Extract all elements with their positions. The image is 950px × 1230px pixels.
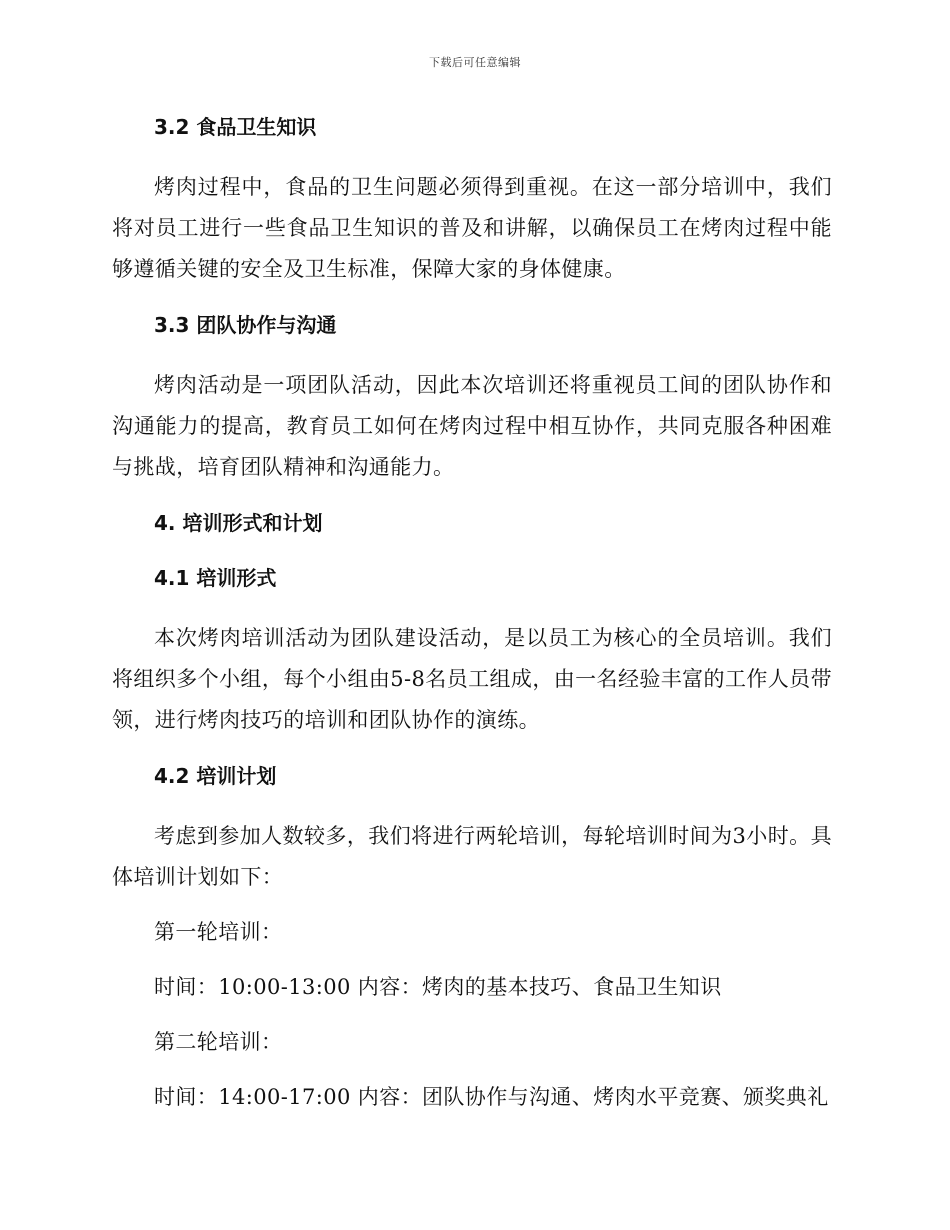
section-heading-3-3: 3.3 团队协作与沟通	[154, 313, 337, 337]
section-paragraph-4-2: 考虑到参加人数较多，我们将进行两轮培训，每轮培训时间为3小时。具体培训计划如下：	[112, 824, 832, 889]
section-heading-4: 4. 培训形式和计划	[154, 511, 323, 535]
document-body	[112, 112, 832, 1132]
section-heading-4-2: 4.2 培训计划	[154, 764, 277, 788]
section-heading-4-1: 4.1 培训形式	[154, 566, 277, 590]
round-2-detail: 时间：14:00-17:00 内容：团队协作与沟通、烤肉水平竞赛、颁奖典礼	[154, 1085, 829, 1109]
section-paragraph-4-1: 本次烤肉培训活动为团队建设活动，是以员工为核心的全员培训。我们将组织多个小组，每个小组由5-8名员工组成，由一名经验丰富的工作人员带领，进行烤肉技巧的培训和团队协作的演练。	[112, 626, 832, 732]
round-1-label: 第一轮培训：	[154, 920, 283, 944]
section-paragraph-3-3: 烤肉活动是一项团队活动，因此本次培训还将重视员工间的团队协作和沟通能力的提高，教育员工如何在烤肉过程中相互协作，共同克服各种困难与挑战，培育团队精神和沟通能力。	[112, 373, 832, 479]
section-paragraph-3-2: 烤肉过程中，食品的卫生问题必须得到重视。在这一部分培训中，我们将对员工进行一些食品卫生知识的普及和讲解，以确保员工在烤肉过程中能够遵循关键的安全及卫生标准，保障大家的身体健康。	[112, 175, 832, 281]
section-heading-3-2: 3.2 食品卫生知识	[154, 115, 317, 139]
page-header-watermark: 下载后可任意编辑	[429, 56, 521, 69]
round-2-label: 第二轮培训：	[154, 1030, 283, 1054]
round-1-detail: 时间：10:00-13:00 内容：烤肉的基本技巧、食品卫生知识	[154, 975, 722, 999]
